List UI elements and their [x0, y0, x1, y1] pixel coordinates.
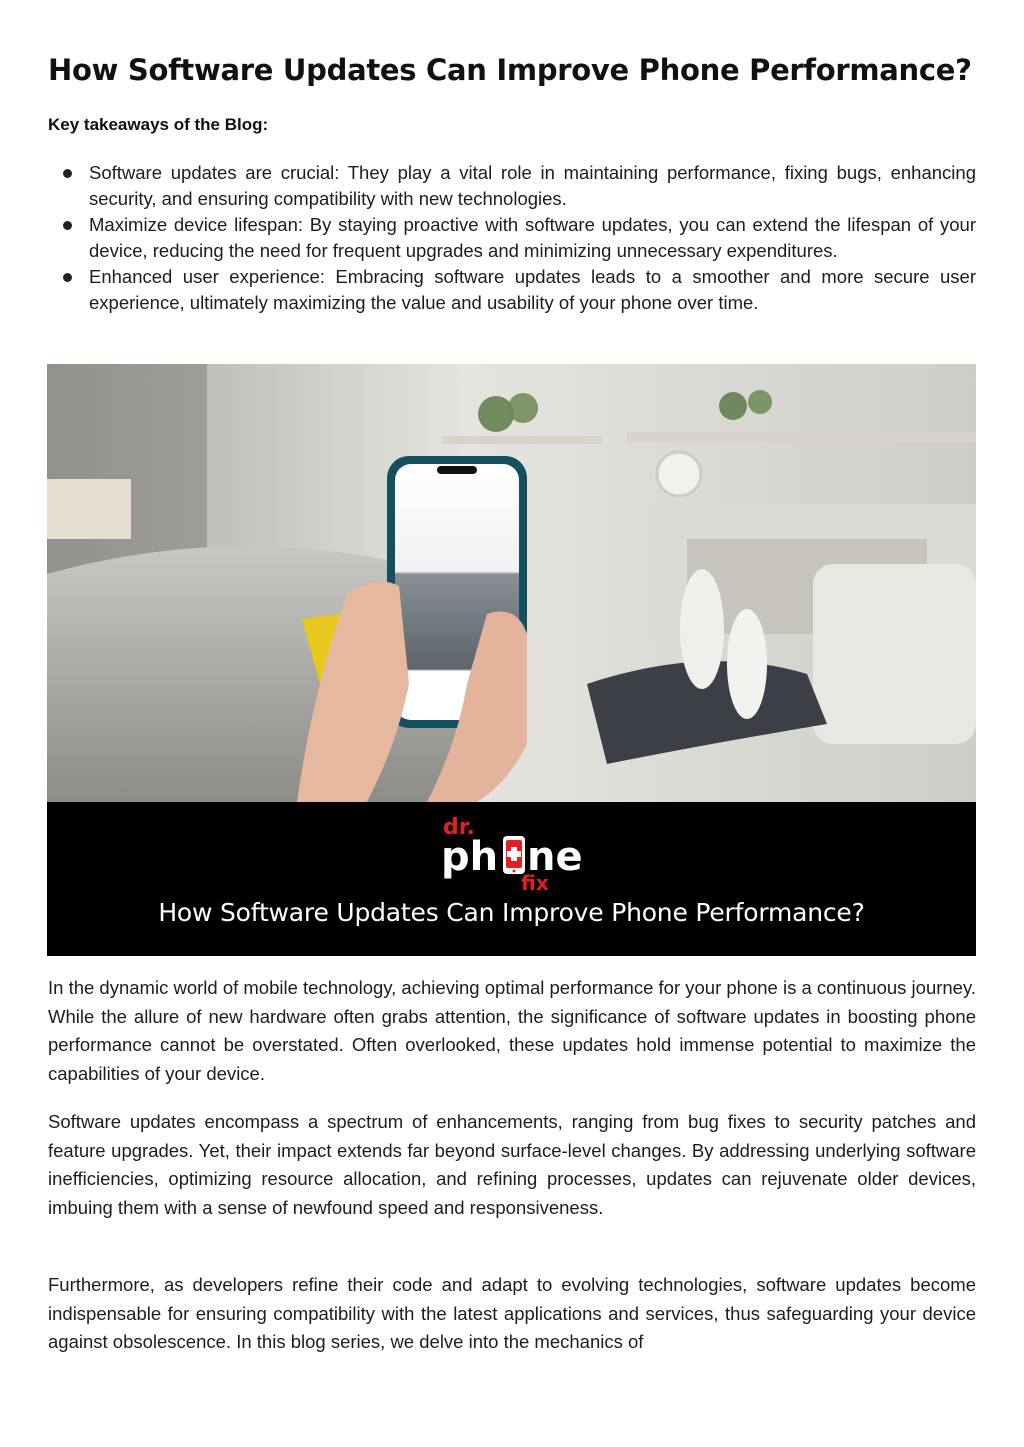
key-takeaway-text: Maximize device lifespan: By staying proactive with software updates, you can extend the lifespan of your device, reducing the need for frequent upgrades and minimizing unnecessary expenditures. [89, 214, 976, 261]
svg-text:ne: ne [527, 834, 583, 880]
svg-text:ph: ph [441, 834, 499, 880]
article-title: How Software Updates Can Improve Phone Performance? [48, 53, 972, 87]
bullet-icon [63, 169, 72, 178]
svg-text:fix: fix [521, 871, 549, 894]
key-takeaway-item [48, 212, 976, 264]
body-paragraph: In the dynamic world of mobile technology, achieving optimal performance for your phone is a continuous journey. While the allure of new hardware often grabs attention, the significance of software updates in boosting phone performance cannot be overstated. Often overlooked, these updates hold immense potential to maximize the capabilities of your device. [48, 977, 976, 1084]
hero-banner [47, 802, 976, 956]
hero-photo-phone-in-hand [47, 364, 976, 802]
bullet-icon [63, 273, 72, 282]
bullet-icon [63, 221, 72, 230]
key-takeaway-text: Enhanced user experience: Embracing software updates leads to a smoother and more secure user experience, ultimately maximizing the value and usability of your phone over time. [89, 266, 976, 313]
svg-text:dr.: dr. [443, 815, 475, 840]
banner-title: How Software Updates Can Improve Phone Performance? [158, 898, 865, 927]
hero-image [47, 364, 976, 956]
key-takeaways-list [48, 160, 976, 316]
dr-phone-fix-logo [441, 814, 591, 894]
key-takeaway-item [48, 264, 976, 316]
key-takeaway-text: Software updates are crucial: They play a vital role in maintaining performance, fixing bugs, enhancing security, and ensuring compatibility with new technologies. [89, 162, 976, 209]
key-takeaways-heading: Key takeaways of the Blog: [48, 115, 269, 134]
body-paragraph: Furthermore, as developers refine their code and adapt to evolving technologies, software updates become indispensable for ensuring compatibility with the latest applications and services, thus safeguarding your device against obsolescence. In this blog series, we delve into the mechanics of [48, 1274, 976, 1352]
key-takeaway-item [48, 160, 976, 212]
body-paragraph: Software updates encompass a spectrum of enhancements, ranging from bug fixes to security patches and feature upgrades. Yet, their impact extends far beyond surface-level changes. By addressing underlying software inefficiencies, optimizing resource allocation, and refining processes, updates can rejuvenate older devices, imbuing them with a sense of newfound speed and responsiveness. [48, 1111, 976, 1218]
